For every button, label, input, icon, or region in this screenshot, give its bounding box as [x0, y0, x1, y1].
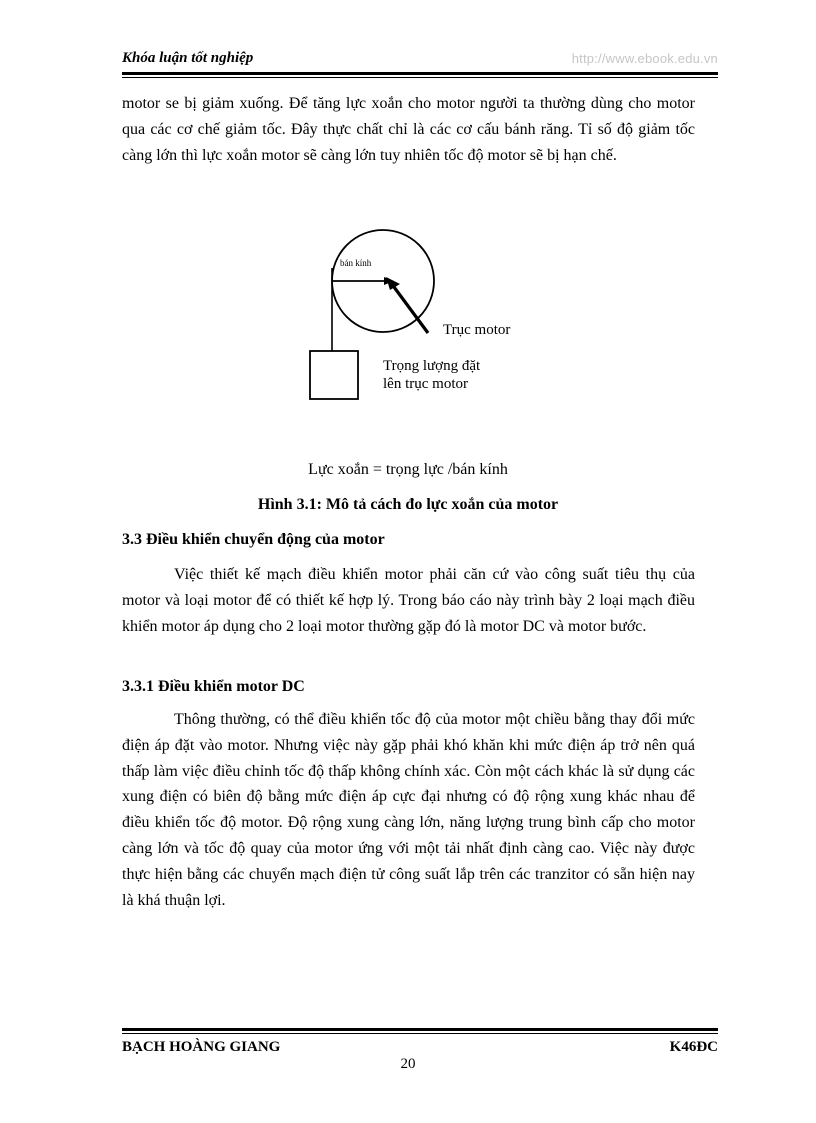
shaft-pointer-line — [394, 287, 428, 333]
page-number: 20 — [400, 1056, 416, 1072]
footer-rule-thick — [122, 1028, 718, 1031]
paragraph-control-design: Việc thiết kế mạch điều khiển motor phải căn cứ vào công suất tiêu thụ của motor và loại motor để có thiết kế hợp lý. Trong báo cáo này trình bày 2 loại mạch điều khiển motor áp dụng cho 2 loại motor thường gặp đó là motor DC và motor bước. — [122, 566, 695, 635]
paragraph-torque: motor se bị giảm xuống. Để tăng lực xoắn cho motor người ta thường dùng cho motor qua các cơ chế giảm tốc. Đây thực chất chỉ là các cơ cấu bánh răng. Tỉ số độ giảm tốc càng lớn thì lực xoắn motor sẽ càng lớn tuy nhiên tốc độ motor sẽ bị hạn chế. — [122, 95, 695, 164]
footer-author: BẠCH HOÀNG GIANG — [122, 1039, 281, 1055]
shaft-label: Trục motor — [443, 322, 511, 338]
shaft-pointer-arrowhead — [386, 277, 400, 290]
header-url: http://www.ebook.edu.vn — [571, 51, 718, 66]
section-heading-3-3-1: 3.3.1 Điều khiển motor DC — [122, 678, 305, 695]
weight-box — [310, 351, 358, 399]
weight-label-line1: Trọng lượng đặt — [383, 358, 481, 374]
header-rule-thick — [122, 72, 718, 75]
paragraph-dc-control: Thông thường, có thể điều khiển tốc độ của motor một chiều bằng thay đổi mức điện áp đặt vào motor. Nhưng việc này gặp phải khó khăn khi mức điện áp trở nên quá thấp làm việc điều chỉnh tốc độ thấp không chính xác. Còn một cách khác là sử dụng các xung điện có biên độ bằng mức điện áp cực đại nhưng có độ rộng xung khác nhau để điều khiển tốc độ motor. Độ rộng xung càng lớn, năng lượng trung bình cấp cho motor càng lớn và tốc độ quay của motor ứng với một tải nhất định càng cao. Việc này được thực hiện bằng các chuyển mạch điện tử công suất lắp trên các tranzitor có sẵn hiện nay là khá thuận lợi. — [122, 711, 695, 909]
radius-label: bán kính — [340, 258, 372, 268]
torque-formula: Lực xoắn = trọng lực /bán kính — [308, 461, 508, 478]
header-rule-thin — [122, 77, 718, 78]
footer-class: K46ĐC — [669, 1039, 718, 1055]
footer-rule-thin — [122, 1033, 718, 1034]
header-title: Khóa luận tốt nghiệp — [122, 50, 254, 66]
section-heading-3-3: 3.3 Điều khiển chuyển động của motor — [122, 531, 385, 548]
weight-label-line2: lên trục motor — [383, 376, 468, 392]
figure-caption: Hình 3.1: Mô tả cách đo lực xoắn của motor — [257, 496, 559, 513]
